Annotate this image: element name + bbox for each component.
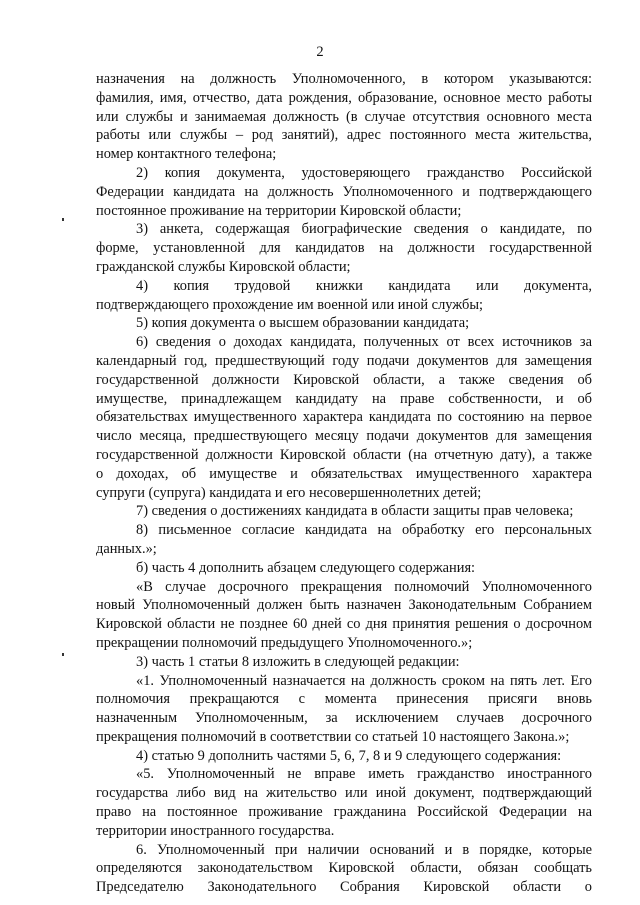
text-line: число месяца, предшествующего месяцу подачи документов для замещения xyxy=(96,428,592,445)
text-line: право на постоянное проживание гражданина Российской Федерации на xyxy=(96,804,592,821)
text-line: 5) копия документа о высшем образовании кандидата; xyxy=(136,315,470,332)
text-line: постоянное проживание на территории Кировской области; xyxy=(96,202,462,219)
text-line: «5. Уполномоченный не вправе иметь гражданство иностранного xyxy=(136,766,592,783)
text-line: 7) сведения о достижениях кандидата в области защиты прав человека; xyxy=(136,503,574,520)
text-line: 3) анкета, содержащая биографические сведения о кандидате, по xyxy=(136,221,592,238)
text-line: номер контактного телефона; xyxy=(96,146,277,163)
text-line: государственной должности Кировской области, а также сведения об xyxy=(96,371,592,388)
text-line: гражданской службы Кировской области; xyxy=(96,258,351,275)
text-line: «В случае досрочного прекращения полномочий Уполномоченного xyxy=(136,578,592,595)
text-line: Председателю Законодательного Собрания Кировской области о xyxy=(96,879,592,896)
text-line: данных.»; xyxy=(96,540,157,557)
text-line: 2) копия документа, удостоверяющего гражданство Российской xyxy=(136,164,592,181)
text-line: прекращении полномочий предыдущего Уполномоченного.»; xyxy=(96,634,473,651)
text-line: или службы и занимаемая должность (в случае отсутствия основного места xyxy=(96,108,592,125)
text-line: супруги (супруга) кандидата и его несовершеннолетних детей; xyxy=(96,484,482,501)
text-line: «1. Уполномоченный назначается на должность сроком на пять лет. Его xyxy=(136,672,592,689)
text-line: прекращения полномочий в соответствии со статьей 10 настоящего Закона.»; xyxy=(96,728,570,745)
text-line: 6) сведения о доходах кандидата, полученных от всех источников за xyxy=(136,334,592,351)
text-line: о доходах, об имуществе и обязательствах имущественного характера xyxy=(96,465,592,482)
text-line: фамилия, имя, отчество, дата рождения, образование, основное место работы xyxy=(96,89,592,106)
text-line: работы или службы – род занятий), адрес постоянного места жительства, xyxy=(96,127,592,144)
text-line: назначения на должность Уполномоченного, в котором указываются: xyxy=(96,71,592,87)
text-line: 8) письменное согласие кандидата на обработку его персональных xyxy=(136,522,592,539)
text-line: новый Уполномоченный должен быть назначен Законодательным Собранием xyxy=(96,597,592,614)
text-line: государственной должности Кировской области (на отчетную дату), а также xyxy=(96,446,592,463)
text-line: календарный год, предшествующий году подачи документов для замещения xyxy=(96,352,592,369)
text-line: полномочия прекращаются с момента принесения присяги вновь xyxy=(96,691,592,708)
text-line: определяются законодательством Кировской области, обязан сообщать xyxy=(96,860,592,877)
text-line: территории иностранного государства. xyxy=(96,822,335,839)
text-line: 4) копия трудовой книжки кандидата или документа, xyxy=(136,277,592,294)
text-line: Кировской области не позднее 60 дней со дня принятия решения о досрочном xyxy=(96,616,592,633)
text-line: Федерации кандидата на должность Уполномоченного и подтверждающего xyxy=(96,183,592,200)
page-number: 2 xyxy=(316,44,324,60)
scan-mark xyxy=(62,218,64,221)
text-line: подтверждающего прохождение им военной или иной службы; xyxy=(96,296,483,313)
text-line: 3) часть 1 статьи 8 изложить в следующей редакции: xyxy=(136,653,460,670)
text-line: обязательствах имущественного характера кандидата по состоянию на первое xyxy=(96,409,592,426)
document-body xyxy=(96,70,592,897)
text-line: форме, установленной для кандидатов на должности государственной xyxy=(96,240,592,257)
text-line: назначенным Уполномоченным, за исключением случаев досрочного xyxy=(96,710,592,727)
text-line: государства либо вид на жительство или иной документ, подтверждающий xyxy=(96,785,592,802)
scan-mark xyxy=(62,653,64,656)
text-line: имуществе, принадлежащем кандидату на праве собственности, и об xyxy=(96,390,592,407)
text-line: б) часть 4 дополнить абзацем следующего содержания: xyxy=(136,559,476,576)
text-line: 4) статью 9 дополнить частями 5, 6, 7, 8 и 9 следующего содержания: xyxy=(136,747,562,764)
text-line: 6. Уполномоченный при наличии оснований и в порядке, которые xyxy=(136,841,592,858)
